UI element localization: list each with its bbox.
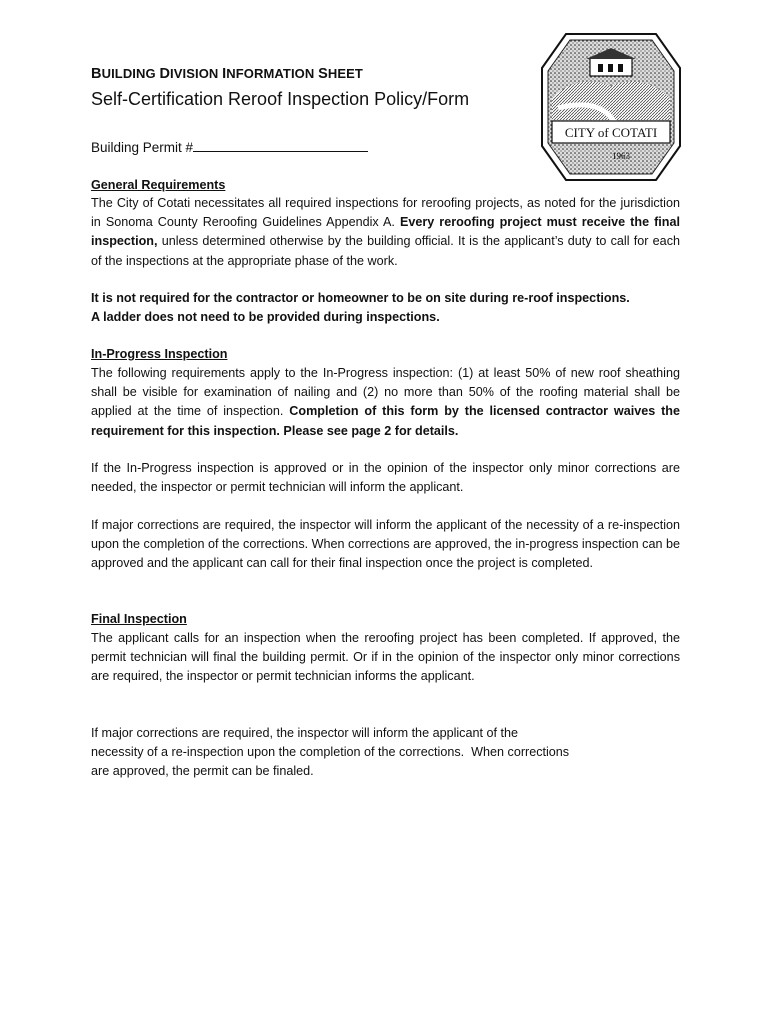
title-rest-3: NFORMATION <box>226 66 319 81</box>
section-heading-final: Final Inspection <box>91 612 187 626</box>
seal-text: CITY of COTATI <box>564 125 658 140</box>
general-text-bold: Every reroofing project must receive the final inspection, <box>91 215 680 249</box>
in-progress-text-bold: Completion of this form by the licensed contractor waives the requirement for this inspection. Please see page 2 for details. <box>91 404 680 438</box>
permit-number-blank[interactable] <box>193 139 368 152</box>
in-progress-text-1: The following requirements apply to the In-Progress inspection: (1) at least 50% of new roof sheathing shall be visible for examination of nailing and (2) no more than 50% of the roofing material shall be applied at the time of inspection. <box>91 366 680 419</box>
title-rest-2: IVISION <box>170 66 223 81</box>
in-progress-major-corrections-paragraph: If major corrections are required, the inspector will inform the applicant of the necessity of a re-inspection upon the completion of the corrections. When corrections are approved, the in-progress inspection can be approved and the applicant can call for their final inspection once the project is completed. <box>91 518 680 571</box>
section-heading-general: General Requirements <box>91 178 226 192</box>
title-cap-3: I <box>222 66 227 82</box>
final-inspection-paragraph: The applicant calls for an inspection when the reroofing project has been completed. If approved, the permit technician will final the building permit. Or if in the opinion of the inspector only minor corrections are required, the inspector or permit technician informs the applicant. <box>91 631 680 684</box>
city-seal-logo <box>538 28 684 186</box>
title-rest-1: UILDING <box>101 66 160 81</box>
document-title <box>91 66 363 82</box>
general-text-2: unless determined otherwise by the building official. It is the applicant’s duty to call for each of the inspections at the appropriate phase of the work. <box>91 234 680 268</box>
permit-number-field <box>91 139 368 155</box>
title-rest-4: HEET <box>327 66 363 81</box>
ladder-note: A ladder does not need to be provided during inspections. <box>91 310 440 324</box>
final-major-corrections-line-3: are approved, the permit can be finaled. <box>91 764 314 778</box>
in-progress-approved-paragraph: If the In-Progress inspection is approved or in the opinion of the inspector only minor corrections are needed, the inspector or permit technician will inform the applicant. <box>91 461 680 495</box>
seal-year: 1963 <box>612 151 630 161</box>
general-text-1: The City of Cotati necessitates all required inspections for reroofing projects, as noted for the jurisdiction in Sonoma County Reroofing Guidelines Appendix A. <box>91 196 680 230</box>
final-major-corrections-line-2: necessity of a re-inspection upon the completion of the corrections. When corrections <box>91 745 570 759</box>
general-requirements-paragraph <box>91 194 680 271</box>
permit-label: Building Permit # <box>91 140 194 155</box>
final-major-corrections-line-1: If major corrections are required, the inspector will inform the applicant of the <box>91 726 518 740</box>
title-cap-1: B <box>91 66 102 82</box>
title-cap-2: D <box>159 66 171 82</box>
in-progress-paragraph <box>91 364 680 441</box>
document-subtitle: Self-Certification Reroof Inspection Policy/Form <box>91 89 470 109</box>
title-cap-4: S <box>318 66 328 82</box>
section-heading-in-progress: In-Progress Inspection <box>91 347 228 361</box>
onsite-note: It is not required for the contractor or homeowner to be on site during re-roof inspections. <box>91 291 630 305</box>
